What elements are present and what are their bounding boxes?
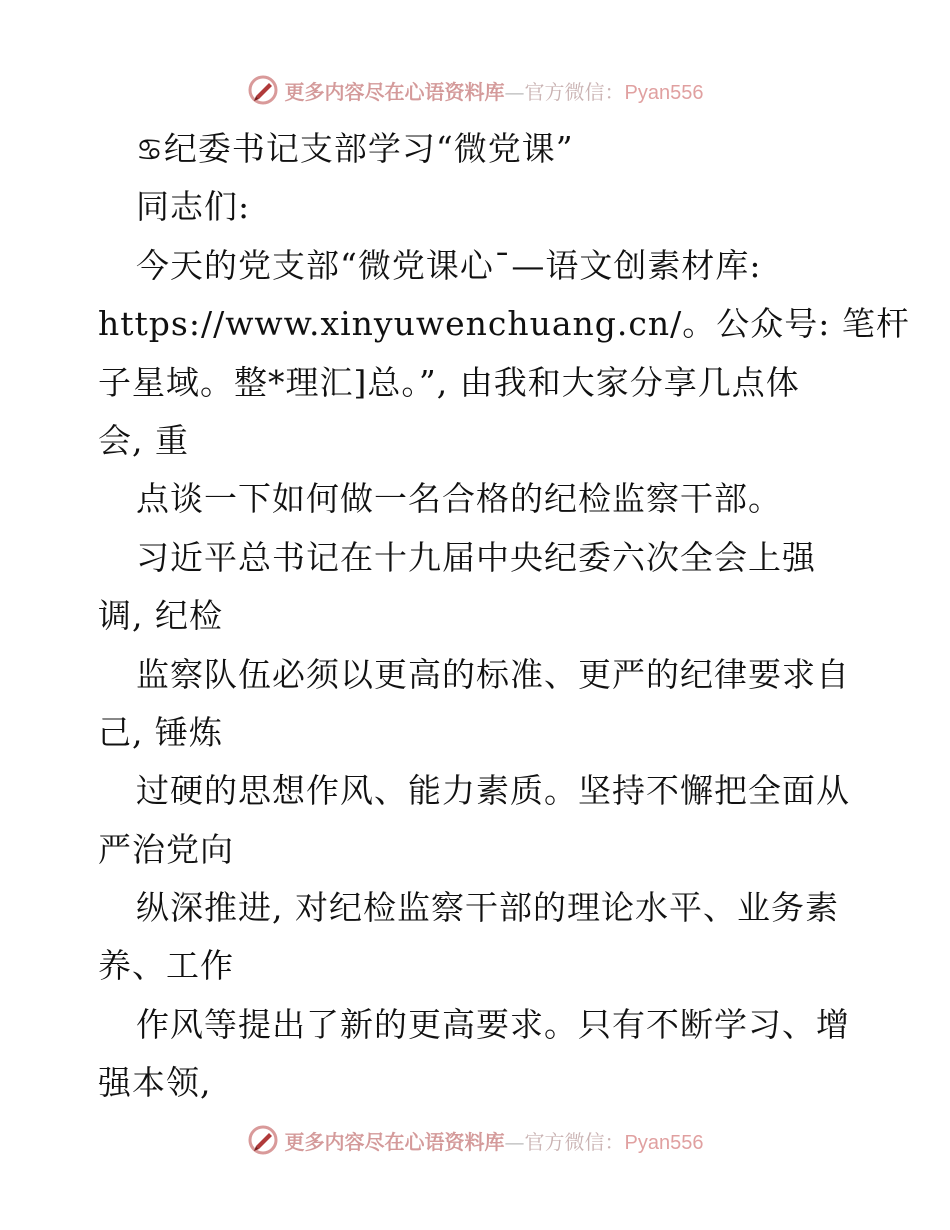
line-text: 养、工作: [98, 946, 234, 986]
paragraph-line: [98, 178, 858, 236]
title-ornament-icon: ♋: [136, 133, 164, 168]
paragraph-line: [98, 412, 858, 470]
line-text: 今天的党支部“微党课心¯—语文创素材库:: [136, 245, 762, 285]
line-text: 严治党向: [98, 829, 234, 869]
line-text: 强本领,: [98, 1063, 212, 1103]
banner-main-text: 更多内容尽在心语资料库: [284, 1129, 505, 1154]
line-text: 会, 重: [98, 420, 189, 460]
paragraph-line: [98, 937, 858, 995]
banner-wechat-label: 官方微信：: [524, 1129, 625, 1154]
line-text: 同志们:: [136, 187, 251, 227]
document-body: [98, 120, 910, 1113]
banner-main-text: 更多内容尽在心语资料库: [284, 79, 505, 104]
paragraph-line: [98, 354, 858, 412]
line-text: 己, 锤炼: [98, 712, 223, 752]
paragraph-line: [98, 879, 858, 937]
banner-wechat-label: 官方微信：: [524, 79, 625, 104]
header-watermark-banner: [0, 70, 950, 110]
paragraph-line: [98, 646, 858, 704]
banner-dash: —: [504, 1129, 525, 1154]
banner-wechat-handle: Pyan556: [624, 81, 704, 104]
paragraph-line: [98, 295, 910, 353]
paragraph-line: [98, 762, 858, 820]
document-title: [98, 120, 858, 178]
paragraph-line: [98, 237, 858, 295]
line-text: 习近平总书记在十九届中央纪委六次全会上强: [136, 537, 816, 577]
line-text: 调, 纪检: [98, 596, 223, 636]
line-text: 作风等提出了新的更高要求。只有不断学习、增: [136, 1004, 850, 1044]
line-text: 监察队伍必须以更高的标准、更严的纪律要求自: [136, 654, 850, 694]
pen-swirl-logo-icon: [247, 1124, 279, 1156]
paragraph-line: [98, 996, 858, 1054]
banner-text: [285, 76, 704, 105]
line-text: 子星域。整*理汇]总。”, 由我和大家分享几点体: [98, 362, 800, 402]
paragraph-line: [98, 821, 858, 879]
banner-wechat-handle: Pyan556: [624, 1131, 704, 1154]
paragraph-line: [98, 587, 858, 645]
line-text: 纵深推进, 对纪检监察干部的理论水平、业务素: [136, 888, 839, 928]
banner-text: [285, 1126, 704, 1155]
line-text: 点谈一下如何做一名合格的纪检监察干部。: [136, 479, 782, 519]
line-text: 纪委书记支部学习“微党课”: [163, 129, 574, 168]
paragraph-line: [98, 704, 858, 762]
paragraph-line: [98, 470, 858, 528]
paragraph-line: [98, 529, 858, 587]
paragraph-line: [98, 1054, 858, 1112]
banner-dash: —: [504, 79, 525, 104]
pen-swirl-logo-icon: [247, 74, 279, 106]
footer-watermark-banner: [0, 1120, 950, 1160]
line-text: https://www.xinyuwenchuang.cn/。公众号: 笔杆: [98, 304, 910, 344]
line-text: 过硬的思想作风、能力素质。坚持不懈把全面从: [136, 771, 850, 811]
